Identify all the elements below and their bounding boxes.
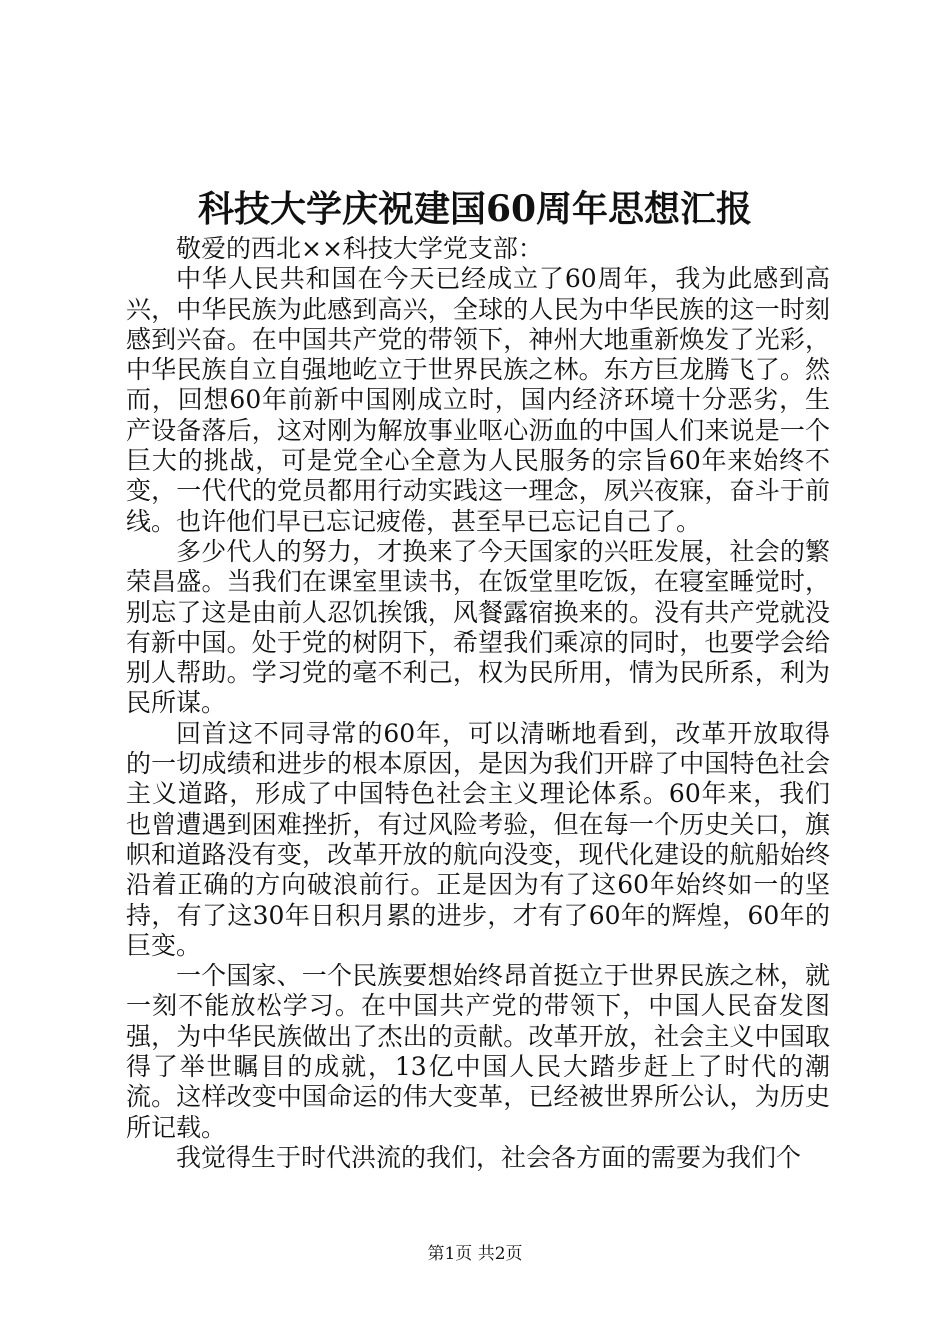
page-number: 第1页 共2页 [427, 1244, 523, 1264]
paragraph-5: 我觉得生于时代洪流的我们，社会各方面的需要为我们个 [176, 1142, 802, 1172]
paragraph-2: 多少代人的努力，才换来了今天国家的兴旺发展，社会的繁荣昌盛。当我们在课室里读书，在饭堂里吃饭，在寝室睡觉时，别忘了这是由前人忍饥挨饿，风餐露宿换来的。没有共产党就没有新中国。处于党的树阴下，希望我们乘凉的同时，也要学会给别人帮助。学习党的毫不利己，权为民所用，情为民所系，利为民所谋。 [126, 536, 830, 718]
salutation: 敬爱的西北××科技大学党支部： [176, 234, 543, 263]
paragraph-3: 回首这不同寻常的60年，可以清晰地看到，改革开放取得的一切成绩和进步的根本原因，是因为我们开辟了中国特色社会主义道路，形成了中国特色社会主义理论体系。60年来，我们也曾遭遇到困难挫折，有过风险考验，但在每一个历史关口，旗帜和道路没有变，改革开放的航向没变，现代化建设的航船始终沿着正确的方向破浪前行。正是因为有了这60年始终如一的坚持，有了这30年日积月累的进步，才有了60年的辉煌，60年的巨变。 [126, 718, 830, 960]
paragraph-1: 中华人民共和国在今天已经成立了60周年，我为此感到高兴，中华民族为此感到高兴，全球的人民为中华民族的这一时刻感到兴奋。在中国共产党的带领下，神州大地重新焕发了光彩，中华民族自立自强地屹立于世界民族之林。东方巨龙腾飞了。然而，回想60年前新中国刚成立时，国内经济环境十分恶劣，生产设备落后，这对刚为解放事业呕心沥血的中国人们来说是一个巨大的挑战，可是党全心全意为人民服务的宗旨60年来始终不变，一代代的党员都用行动实践这一理念，夙兴夜寐，奋斗于前线。也许他们早已忘记疲倦，甚至早已忘记自己了。 [126, 264, 830, 536]
document-title: 科技大学庆祝建国60周年思想汇报 [197, 188, 753, 230]
paragraph-4: 一个国家、一个民族要想始终昂首挺立于世界民族之林，就一刻不能放松学习。在中国共产党的带领下，中国人民奋发图强，为中华民族做出了杰出的贡献。改革开放，社会主义中国取得了举世瞩目的成就，13亿中国人民大踏步赶上了时代的潮流。这样改变中国命运的伟大变革，已经被世界所公认，为历史所记载。 [126, 961, 830, 1142]
document-body [126, 234, 830, 1173]
page-footer [0, 1243, 950, 1265]
